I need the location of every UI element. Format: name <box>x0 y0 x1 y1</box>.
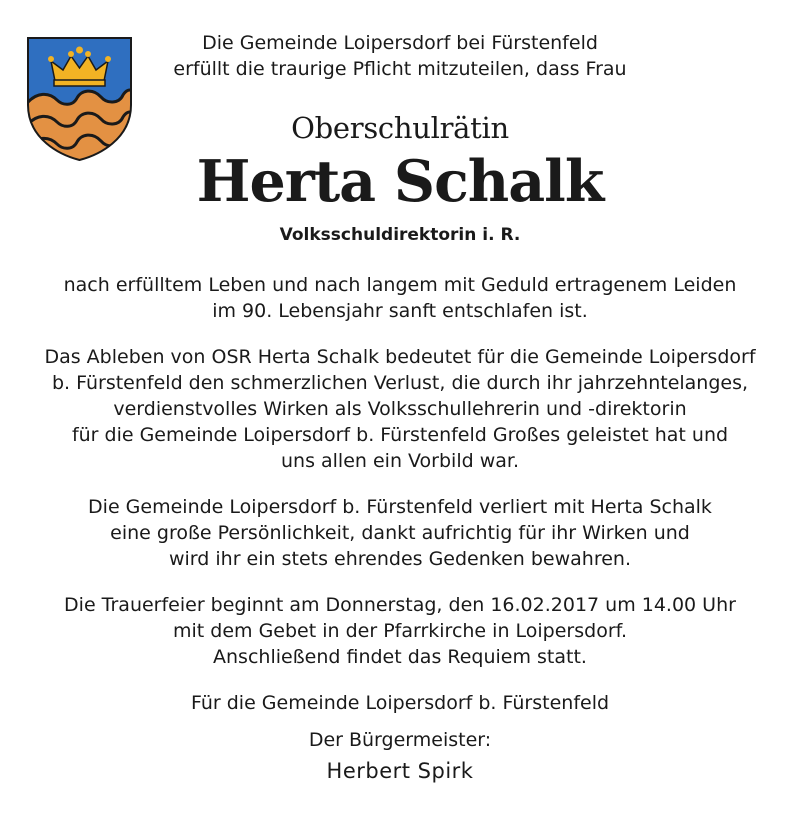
paragraph-line: Anschließend findet das Requiem statt. <box>213 646 587 668</box>
paragraph-line: Die Gemeinde Loipersdorf b. Fürstenfeld verliert mit Herta Schalk <box>88 496 712 518</box>
intro-line: Die Gemeinde Loipersdorf bei Fürstenfeld <box>202 32 598 54</box>
paragraph-passing <box>0 272 800 324</box>
paragraph-line: uns allen ein Vorbild war. <box>280 450 519 472</box>
paragraph-line: verdienstvolles Wirken als Volksschullehrerin und -direktorin <box>113 398 687 420</box>
paragraph-tribute <box>0 344 800 474</box>
intro-text <box>150 30 650 82</box>
paragraph-funeral <box>0 592 800 670</box>
paragraph-remembrance <box>0 494 800 572</box>
intro-line: erfüllt die traurige Pflicht mitzuteilen, dass Frau <box>173 58 627 80</box>
paragraph-line: im 90. Lebensjahr sanft entschlafen ist. <box>212 300 588 322</box>
paragraph-line: wird ihr ein stets ehrendes Gedenken bewahren. <box>168 548 632 570</box>
paragraph-line: nach erfülltem Leben und nach langem mit Geduld ertragenem Leiden <box>63 274 737 296</box>
signature-role: Der Bürgermeister: <box>308 729 492 751</box>
paragraph-line: eine große Persönlichkeit, dankt aufrichtig für ihr Wirken und <box>110 522 690 544</box>
honorific-title: Oberschulrätin <box>291 111 509 145</box>
paragraph-line: mit dem Gebet in der Pfarrkirche in Loipersdorf. <box>173 620 627 642</box>
paragraph-line: Das Ableben von OSR Herta Schalk bedeutet für die Gemeinde Loipersdorf <box>44 346 756 368</box>
signature-on-behalf: Für die Gemeinde Loipersdorf b. Fürstenfeld <box>190 692 610 714</box>
paragraph-line: für die Gemeinde Loipersdorf b. Fürstenfeld Großes geleistet hat und <box>71 424 729 446</box>
signature-name: Herbert Spirk <box>326 759 474 783</box>
deceased-name: Herta Schalk <box>196 148 604 215</box>
paragraph-line: b. Fürstenfeld den schmerzlichen Verlust, die durch ihr jahrzehntelanges, <box>51 372 749 394</box>
deceased-title: Volksschuldirektorin i. R. <box>279 225 521 245</box>
paragraph-line: Die Trauerfeier beginnt am Donnerstag, den 16.02.2017 um 14.00 Uhr <box>64 594 736 616</box>
